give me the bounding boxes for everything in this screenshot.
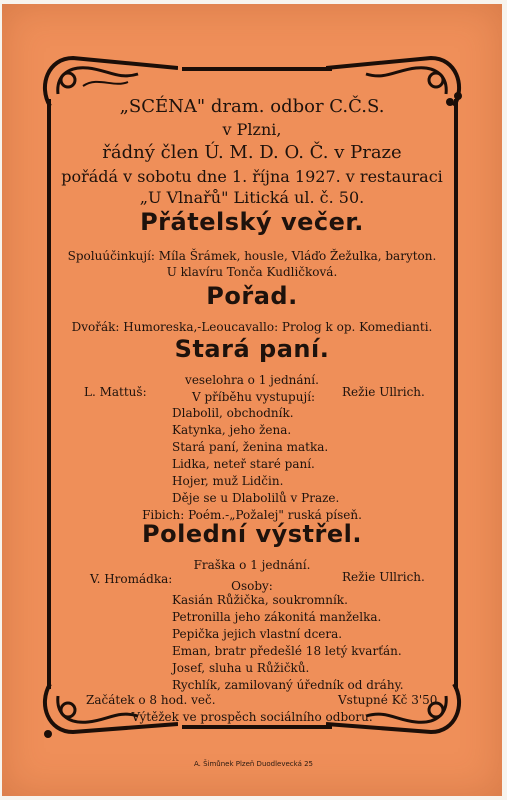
play1-setting: Děje se u Dlabolilů v Praze.	[172, 491, 340, 505]
play2-cast-item: Eman, bratr předešlé 18 letý kvarťán.	[172, 644, 402, 658]
frame-bottom-border	[182, 725, 332, 729]
frame-top-border	[182, 67, 332, 71]
event-title: Přátelský večer.	[140, 208, 364, 236]
frame-left-border	[47, 99, 51, 689]
play2-director: Režie Ullrich.	[342, 570, 425, 584]
poster-sheet	[2, 4, 502, 796]
play1-cast-heading: V příběhu vystupují:	[192, 390, 316, 404]
play2-cast-heading: Osoby:	[231, 579, 273, 593]
play2-cast-item: Pepička jejich vlastní dcera.	[172, 627, 343, 641]
play2-subtitle: Fraška o 1 jednání.	[193, 558, 311, 572]
play1-cast-item: Hojer, muž Lidčin.	[172, 474, 284, 488]
performers-line-2: U klavíru Tonča Kudličková.	[166, 265, 338, 279]
play1-title: Stará paní.	[174, 335, 330, 363]
play2-author: V. Hromádka:	[90, 572, 173, 586]
start-time: Začátek o 8 hod. več.	[86, 693, 216, 707]
play1-cast-item: Stará paní, ženina matka.	[172, 440, 329, 454]
header-line-5: „U Vlnařů" Litická ul. č. 50.	[139, 188, 365, 207]
play2-cast-item: Josef, sluha u Růžičků.	[172, 661, 310, 675]
play2-cast-item: Kasián Růžička, soukromník.	[172, 593, 348, 607]
music-item-2: Fibich: Poém.-„Požalej" ruská píseň.	[142, 508, 362, 522]
admission-price: Vstupné Kč 3'50.	[338, 693, 442, 707]
program-heading: Pořad.	[206, 282, 298, 310]
ornament-bottom-left-icon	[28, 674, 178, 744]
play2-cast-item: Petronilla jeho zákonitá manželka.	[172, 610, 382, 624]
play1-director: Režie Ullrich.	[342, 385, 425, 399]
header-line-3: řádný člen Ú. M. D. O. Č. v Praze	[102, 142, 402, 163]
play1-cast-item: Katynka, jeho žena.	[172, 423, 292, 437]
performers-line-1: Spoluúčinkují: Míla Šrámek, housle, Vláďo Žežulka, baryton.	[67, 249, 437, 263]
play1-cast-item: Lidka, neteř staré paní.	[172, 457, 315, 471]
header-line-1: „SCÉNA" dram. odbor C.Č.S.	[119, 96, 385, 117]
play2-cast-item: Rychlík, zamilovaný úředník od dráhy.	[172, 678, 404, 692]
header-line-2: v Plzni,	[222, 120, 282, 139]
play2-title: Polední výstřel.	[142, 520, 362, 548]
header-line-4: pořádá v sobotu dne 1. října 1927. v restauraci	[61, 167, 443, 186]
music-item-1: Dvořák: Humoreska,-Leoucavallo: Prolog k op. Komedianti.	[71, 320, 433, 334]
frame-right-border	[454, 99, 458, 689]
play1-subtitle: veselohra o 1 jednání.	[185, 373, 319, 387]
printer-imprint: A. Šimůnek Plzeň Duodlevecká 25	[193, 760, 314, 768]
play1-author: L. Mattuš:	[84, 385, 147, 399]
play1-cast-item: Dlabolil, obchodník.	[172, 406, 294, 420]
proceeds-note: Výtěžek ve prospěch sociálního odboru.	[131, 710, 373, 724]
